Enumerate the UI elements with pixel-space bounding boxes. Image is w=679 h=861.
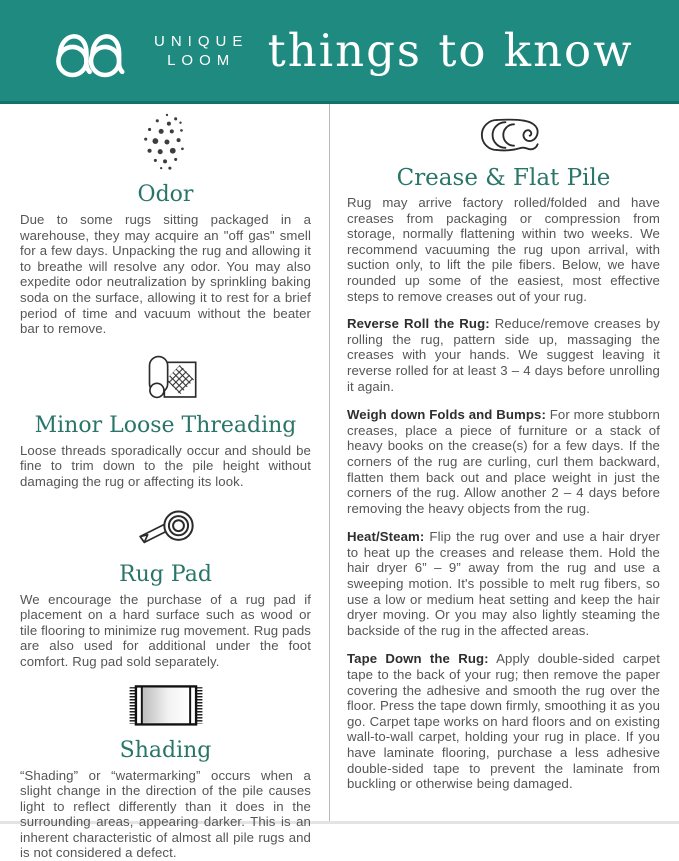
rolled-rug-icon xyxy=(20,351,311,410)
section-heading-crease: Crease & Flat Pile xyxy=(347,165,660,191)
odor-dots-icon xyxy=(20,112,311,179)
unique-loom-logo xyxy=(52,22,248,80)
section-shading xyxy=(20,684,311,861)
section-heading-rug-pad: Rug Pad xyxy=(20,562,311,588)
tip-tape-down xyxy=(347,651,660,791)
content-columns xyxy=(0,104,679,821)
section-odor xyxy=(20,112,311,337)
section-body-threading: Loose threads sporadically occur and should be fine to trim down to the pile height without damaging the rug or affecting its look. xyxy=(20,443,311,490)
section-body-shading: “Shading” or “watermarking” occurs when a slight change in the direction of the pile causes light to reflect differently than it does in the surrounding areas, appearing darker. This is an inherent characteristic of almost all pile rugs and is not considered a defect. xyxy=(20,768,311,861)
section-heading-odor: Odor xyxy=(20,182,311,208)
section-body-crease-intro: Rug may arrive factory rolled/folded and have creases from packaging or compression from storage, normally flattening within two weeks. We recommend vacuuming the rug upon arrival, with suction only, to lift the pile fibers. Below, we have rounded up some of the easiest, most effective steps to remove creases out of your rug. xyxy=(347,195,660,304)
header xyxy=(0,0,679,104)
section-heading-threading: Minor Loose Threading xyxy=(20,413,311,439)
section-body-odor: Due to some rugs sitting packaged in a warehouse, they may acquire an "off gas" smell for a few days. Unpacking the rug and allowing it to breathe will resolve any odor. You may also expedite odor neutralization by sprinkling baking soda on the surface, allowing it to rest for a brief period of time and vacuum without the beater bar to remove. xyxy=(20,212,311,337)
tip-label: Tape Down the Rug: xyxy=(347,651,489,666)
left-column xyxy=(0,104,329,821)
tip-body: Apply double-sided carpet tape to the back of your rug; then remove the paper covering the adhesive and smooth the rug over the floor. Press the tape down firmly, smoothing it as you go. Carpet tape works on hard floors and on existing wall-to-wall carpet, holding your rug in place. If you have laminate flooring, purchase a less adhesive double-sided tape to prevent the laminate from buckling or otherwise being damaged. xyxy=(347,651,660,791)
creased-rug-roll-icon xyxy=(347,116,660,159)
tip-body: Reduce/remove creases by rolling the rug, pattern side up, massaging the creases with your hands. We suggest leaving it reverse rolled for at least 3 – 4 days before unrolling it again. xyxy=(347,316,660,393)
section-heading-shading: Shading xyxy=(20,738,311,764)
page-title: things to know xyxy=(248,24,679,77)
brand-line-2: LOOM xyxy=(167,51,235,70)
tip-weigh-down xyxy=(347,407,660,516)
brand-line-1: UNIQUE xyxy=(154,32,248,51)
right-column xyxy=(329,104,679,821)
tip-reverse-roll xyxy=(347,316,660,394)
section-minor-loose-threading xyxy=(20,351,311,490)
brand-name xyxy=(154,32,248,70)
tip-body: Flip the rug over and use a hair dryer to heat up the creases and release them. Hold the hair dryer 6” – 9” away from the rug and use a sweeping motion. It's possible to melt rug fibers, so use a low or medium heat setting and keep the hair dryer moving. Or you may also lightly steaming the backside of the rug in the affected areas. xyxy=(347,529,660,638)
section-crease-flat-pile xyxy=(347,116,660,304)
tip-label: Weigh down Folds and Bumps: xyxy=(347,407,546,422)
rug-pad-roll-icon xyxy=(20,504,311,559)
loom-loops-icon xyxy=(52,22,140,80)
tip-body: For more stubborn creases, place a piece of furniture or a stack of heavy books on the crease(s) for a few days. If the corners of the rug are curling, curl them backward, flatten them back out and place weight in just the corners of the rug. Allow another 2 – 4 days before removing the heavy objects from the rug. xyxy=(347,407,660,516)
tip-label: Heat/Steam: xyxy=(347,529,424,544)
section-body-rug-pad: We encourage the purchase of a rug pad if placement on a hard surface such as wood or tile flooring to minimize rug movement. Rug pads are also used for additional under the foot comfort. Rug pad sold separately. xyxy=(20,592,311,670)
section-rug-pad xyxy=(20,504,311,670)
tip-heat-steam xyxy=(347,529,660,638)
tip-label: Reverse Roll the Rug: xyxy=(347,316,490,331)
shaded-rug-icon xyxy=(20,684,311,735)
